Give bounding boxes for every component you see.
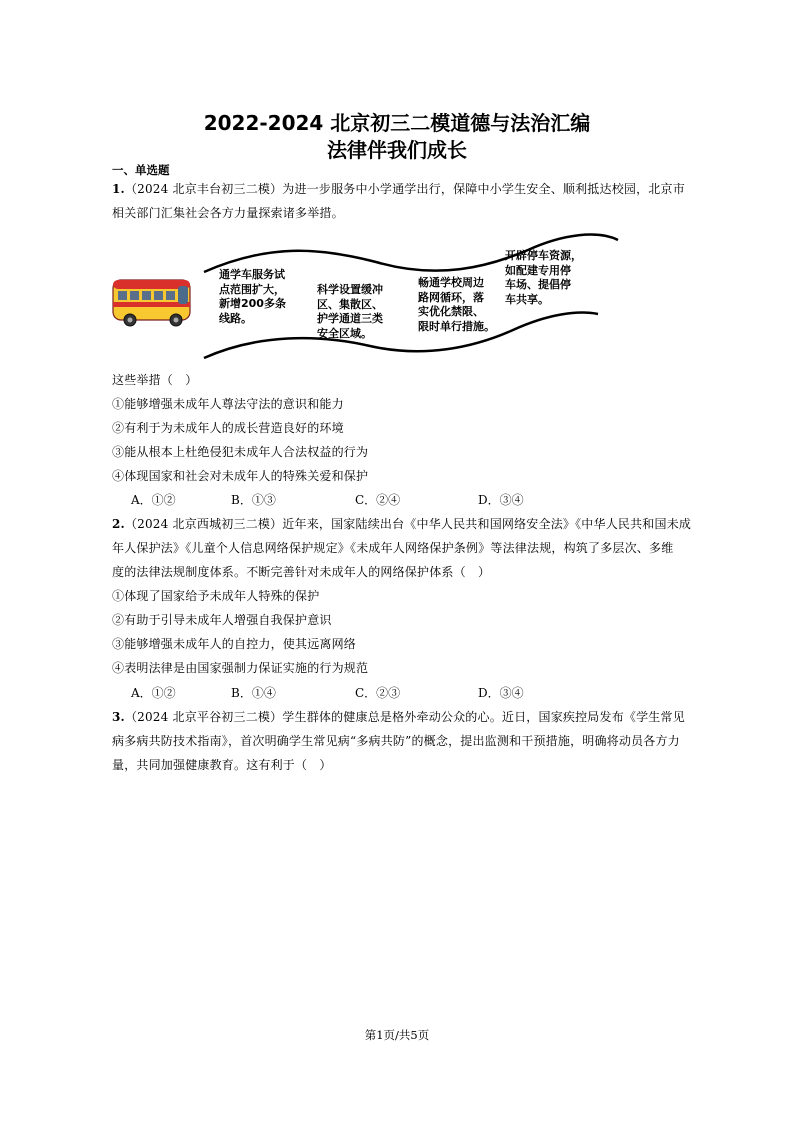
q2-text: （2024 北京西城初三二模）近年来，国家陆续出台《中华人民共和国网络安全法》《中华人民共和国未成 xyxy=(124,517,692,531)
q2-option-d[interactable]: D．③④ xyxy=(478,686,524,700)
q2-option-c[interactable]: C．②③ xyxy=(355,686,401,700)
q2-option-a[interactable]: A．①② xyxy=(131,686,176,700)
document-title: 2022-2024 北京初三二模道德与法治汇编 xyxy=(203,111,591,135)
q3-text: （2024 北京平谷初三二模）学生群体的健康总是格外牵动公众的心。近日，国家疾控局发布《学生常见 xyxy=(124,710,685,724)
q2-line-2: 年人保护法》《儿童个人信息网络保护规定》《未成年人网络保护条例》等法律法规，构筑了多层次、多维 xyxy=(112,541,674,555)
q2-number: 2. xyxy=(112,517,125,531)
q2-option-b[interactable]: B．①④ xyxy=(231,686,276,700)
q2-line-1 xyxy=(112,515,691,532)
q2-item-4: ④表明法律是由国家强制力保证实施的行为规范 xyxy=(112,661,369,675)
q1-item-1: ①能够增强未成年人尊法守法的意识和能力 xyxy=(112,397,344,411)
q3-line-1 xyxy=(112,708,685,725)
measure-routes-text: 通学车服务试 点范围扩大， 新增200多条 线路。 xyxy=(219,268,286,325)
q1-item-3: ③能从根本上杜绝侵犯未成年人合法权益的行为 xyxy=(112,445,369,459)
q1-line-1 xyxy=(112,180,685,197)
q2-item-1: ①体现了国家给予未成年人特殊的保护 xyxy=(112,589,320,603)
q1-stem: 这些举措（ ） xyxy=(112,373,198,387)
page-footer: 第1页/共5页 xyxy=(364,1028,430,1042)
q3-line-2: 病多病共防技术指南》，首次明确学生常见病“多病共防”的概念，提出监测和干预措施，明确将动员各方力 xyxy=(112,734,680,748)
measure-road-network-text: 畅通学校周边 路网循环，落 实优化禁限、 限时单行措施。 xyxy=(418,276,495,333)
q1-item-2: ②有利于为未成年人的成长营造良好的环境 xyxy=(112,421,344,435)
q2-item-3: ③能够增强未成年人的自控力，使其远离网络 xyxy=(112,637,357,651)
q1-option-d[interactable]: D．③④ xyxy=(478,493,524,507)
q3-number: 3. xyxy=(112,710,125,724)
document-subtitle: 法律伴我们成长 xyxy=(327,138,467,162)
measure-safety-zones-text: 科学设置缓冲 区、集散区、 护学通道三类 安全区域。 xyxy=(317,283,383,340)
q1-option-b[interactable]: B．①③ xyxy=(231,493,276,507)
q1-item-4: ④体现国家和社会对未成年人的特殊关爱和保护 xyxy=(112,469,369,483)
q3-line-3: 量，共同加强健康教育。这有利于（ ） xyxy=(112,758,332,772)
q1-line-2: 相关部门汇集社会各方力量探索诸多举措。 xyxy=(112,206,344,220)
measure-parking-text: 开辟停车资源， 如配建专用停 车场、提倡停 车共享。 xyxy=(505,249,582,306)
q1-option-c[interactable]: C．②④ xyxy=(355,493,401,507)
q1-figure xyxy=(108,222,628,362)
q1-text: （2024 北京丰台初三二模）为进一步服务中小学通学出行，保障中小学生安全、顺利抵达校园，北京市 xyxy=(124,182,685,196)
q2-item-2: ②有助于引导未成年人增强自我保护意识 xyxy=(112,613,332,627)
q2-line-3: 度的法律法规制度体系。不断完善针对未成年人的网络保护体系（ ） xyxy=(112,565,491,579)
section-heading: 一、单选题 xyxy=(112,163,170,177)
q1-option-a[interactable]: A．①② xyxy=(131,493,176,507)
bus-icon xyxy=(113,280,190,326)
q1-number: 1. xyxy=(112,182,125,196)
